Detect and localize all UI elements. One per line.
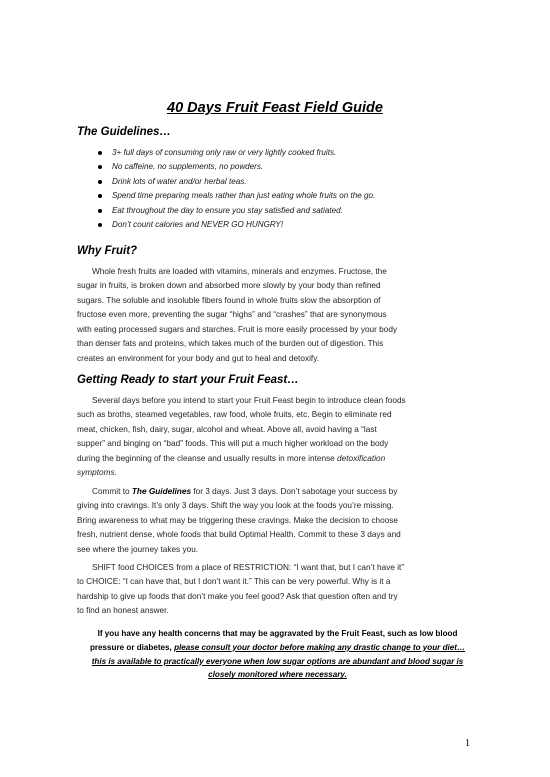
notice-line: closely monitored where necessary.	[208, 670, 347, 680]
notice-line: this is available to practically everyone when low sugar options are abundant and blood sugar is	[91, 656, 464, 666]
page-number: 1	[465, 738, 470, 749]
text-line: fructose even more, preventing the sugar “highs” and “crashes” that are synonymous	[77, 310, 387, 320]
document-title: 40 Days Fruit Feast Field Guide	[167, 100, 383, 116]
doctor-advice: please consult your doctor before making any drastic change to your diet…	[174, 642, 466, 652]
text-line: creates an environment for your body and gut to heal and detoxify.	[77, 353, 319, 363]
bullet-icon	[98, 151, 102, 155]
bullet-icon	[98, 223, 102, 227]
text-line: Commit to The Guidelines for 3 days. Just 3 days. Don’t sabotage your success by	[92, 487, 398, 496]
text-line: sugars. The soluble and insoluble fibers found in whole fruits slow the absorption of	[77, 295, 381, 305]
bullet-icon	[98, 194, 102, 198]
guidelines-reference: The Guidelines	[131, 487, 192, 496]
getting-ready-paragraph-2	[77, 485, 478, 557]
bullet-icon	[98, 180, 102, 184]
health-notice	[77, 627, 478, 682]
list-item: No caffeine, no supplements, no powders.	[77, 160, 477, 174]
text-line: sugar in fruits, is broken down and absorbed more slowly by your body than refined	[77, 281, 381, 291]
text-line: hardship to give up foods that don’t make you feel good? Ask that question often and try	[77, 591, 398, 601]
why-fruit-heading: Why Fruit?	[77, 245, 138, 257]
text-line: Bring awareness to what may be triggering these cravings. Make the decision to choose	[77, 515, 399, 525]
bullet-icon	[98, 209, 102, 213]
getting-ready-heading: Getting Ready to start your Fruit Feast…	[77, 374, 299, 386]
text-line: during the beginning of the cleanse and usually results in more intense detoxification	[77, 453, 386, 463]
getting-ready-paragraph-1	[77, 394, 478, 481]
list-item: Eat throughout the day to ensure you stay satisfied and satiated.	[77, 204, 477, 218]
text-line: Several days before you intend to start your Fruit Feast begin to introduce clean foods	[92, 396, 406, 405]
list-item: 3+ full days of consuming only raw or very lightly cooked fruits.	[77, 146, 477, 160]
italic-term: symptoms	[77, 468, 115, 478]
text-line: to find an honest answer.	[77, 606, 169, 616]
notice-line: pressure or diabetes, please consult your doctor before making any drastic change to your diet…	[89, 642, 466, 652]
text-line: SHIFT food CHOICES from a place of RESTRICTION: “I want that, but I can’t have it”	[92, 563, 405, 572]
text-line: see where the journey takes you.	[77, 544, 199, 554]
text-line: such as broths, steamed vegetables, raw food, whole fruits, etc. Begin to eliminate red	[77, 410, 392, 420]
list-item: Spend time preparing meals rather than just eating whole fruits on the go.	[77, 189, 477, 203]
text-line: with eating processed sugars and starches. Fruit is more easily processed by your body	[77, 324, 398, 334]
text-line: supper” and binging on “bad” foods. This will put a much higher workload on the body	[77, 439, 389, 449]
text-line: meat, chicken, fish, dairy, sugar, alcohol and wheat. Above all, avoid having a “last	[77, 424, 377, 434]
list-item: Drink lots of water and/or herbal teas.	[77, 175, 477, 189]
text-line: fresh, nutrient dense, whole foods that build Optimal Health. Commit to these 3 days and	[77, 530, 401, 540]
text-line: than denser fats and proteins, which takes much of the burden out of digestion. This	[77, 339, 384, 349]
guidelines-heading: The Guidelines…	[77, 126, 171, 138]
guidelines-list	[77, 146, 477, 232]
notice-line: If you have any health concerns that may be aggravated by the Fruit Feast, such as low blood	[97, 629, 458, 638]
getting-ready-paragraph-3	[77, 561, 478, 619]
bullet-icon	[98, 165, 102, 169]
why-fruit-paragraph	[77, 265, 478, 366]
list-item: Don’t count calories and NEVER GO HUNGRY!	[77, 218, 477, 232]
text-line: Whole fresh fruits are loaded with vitamins, minerals and enzymes. Fructose, the	[92, 267, 387, 276]
text-line: symptoms.	[77, 468, 117, 478]
text-line: to CHOICE: “I can have that, but I don’t want it.” This can be very powerful. Why is it a	[77, 577, 391, 587]
text-line: giving into cravings. It’s only 3 days. Shift the way you look at the foods you’re missing.	[77, 501, 394, 511]
italic-term: detoxification	[337, 453, 386, 463]
